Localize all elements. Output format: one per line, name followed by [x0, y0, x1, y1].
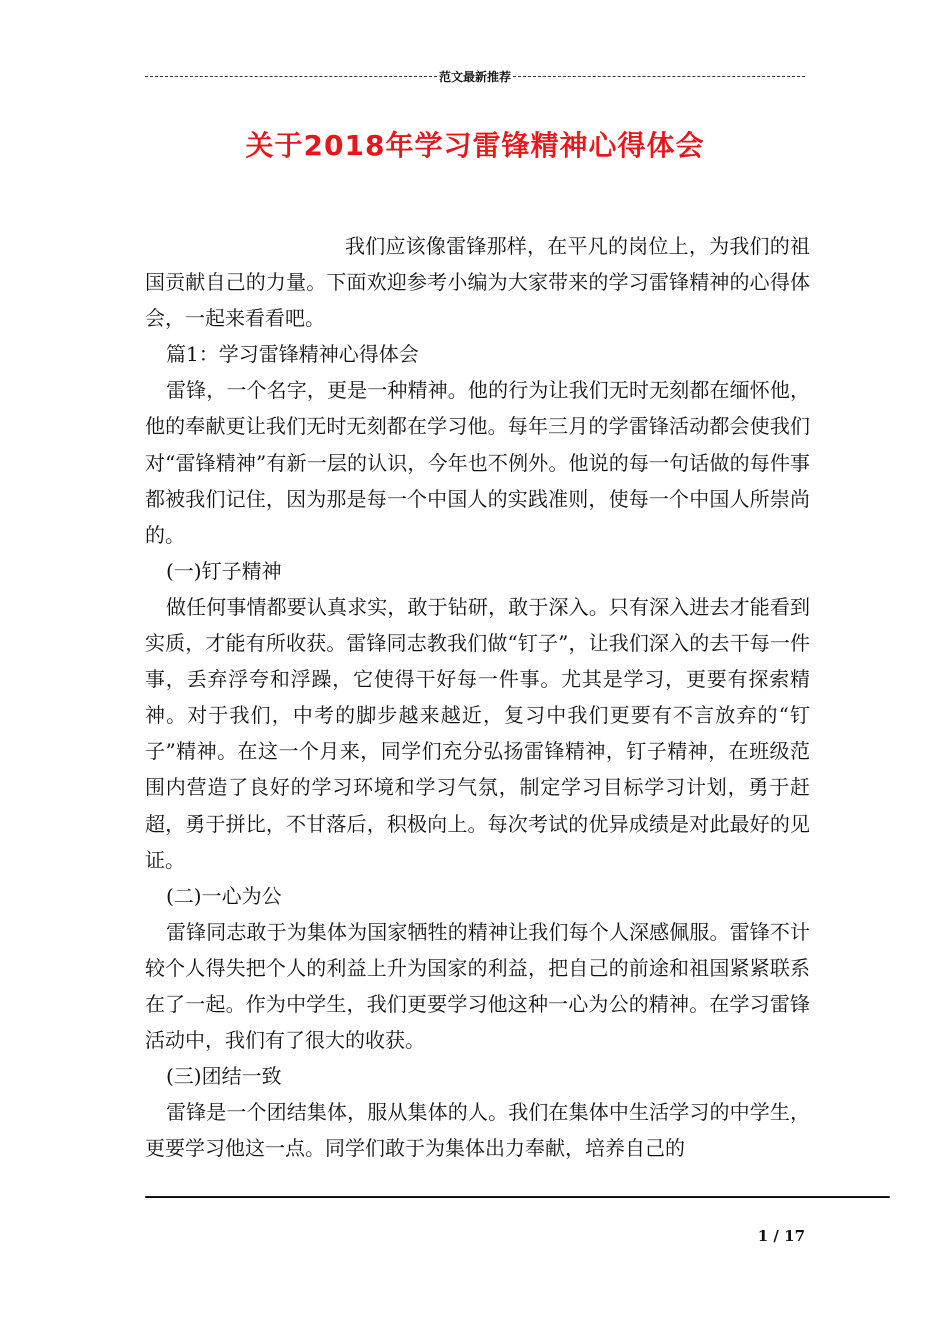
header-dash-right [513, 76, 805, 77]
subsection-heading: (三)团结一致 [166, 1064, 282, 1089]
header-text: 范文最新推荐 [439, 69, 512, 84]
document-body [145, 228, 810, 1166]
section-heading: 篇1：学习雷锋精神心得体会 [166, 342, 419, 367]
body-paragraph: 雷锋是一个团结集体，服从集体的人。我们在集体中生活学习的中学生，更要学习他这一点。同学们敢于为集体出力奉献，培养自己的 [145, 1100, 810, 1161]
header-dash-left [145, 76, 437, 77]
subsection-heading: (二)一心为公 [166, 883, 282, 908]
body-paragraph: 做任何事情都要认真求实，敢于钻研，敢于深入。只有深入进去才能看到实质，才能有所收获。雷锋同志教我们做“钉子”，让我们深入的去干每一件事，丢弃浮夸和浮躁，它使得干好每一件事。尤其是学习，更要有探索精神。对于我们，中考的脚步越来越近，复习中我们更要有不言放弃的“钉子”精神。在这一个月来，同学们充分弘扬雷锋精神，钉子精神，在班级范围内营造了良好的学习环境和学习气氛，制定学习目标学习计划，勇于赶超，勇于拼比，不甘落后，积极向上。每次考试的优异成绩是对此最好的见证。 [145, 594, 810, 872]
footer-divider [145, 1196, 890, 1198]
intro-paragraph: 我们应该像雷锋那样，在平凡的岗位上，为我们的祖国贡献自己的力量。下面欢迎参考小编为大家带来的学习雷锋精神的心得体会，一起来看看吧。 [145, 234, 810, 331]
body-paragraph: 雷锋同志敢于为集体为国家牺牲的精神让我们每个人深感佩服。雷锋不计较个人得失把个人的利益上升为国家的利益，把自己的前途和祖国紧紧联系在了一起。作为中学生，我们更要学习他这种一心为公的精神。在学习雷锋活动中，我们有了很大的收获。 [145, 919, 810, 1053]
page-header [145, 66, 805, 86]
body-paragraph: 雷锋，一个名字，更是一种精神。他的行为让我们无时无刻都在缅怀他，他的奉献更让我们无时无刻都在学习他。每年三月的学雷锋活动都会使我们对“雷锋精神”有新一层的认识，今年也不例外。他说的每一句话做的每件事都被我们记住，因为那是每一个中国人的实践准则，使每一个中国人所崇尚的。 [145, 378, 810, 547]
page-number: 1 / 17 [757, 1227, 805, 1245]
subsection-heading: (一)钉子精神 [166, 558, 282, 583]
document-title: 关于2018年学习雷锋精神心得体会 [245, 129, 705, 162]
